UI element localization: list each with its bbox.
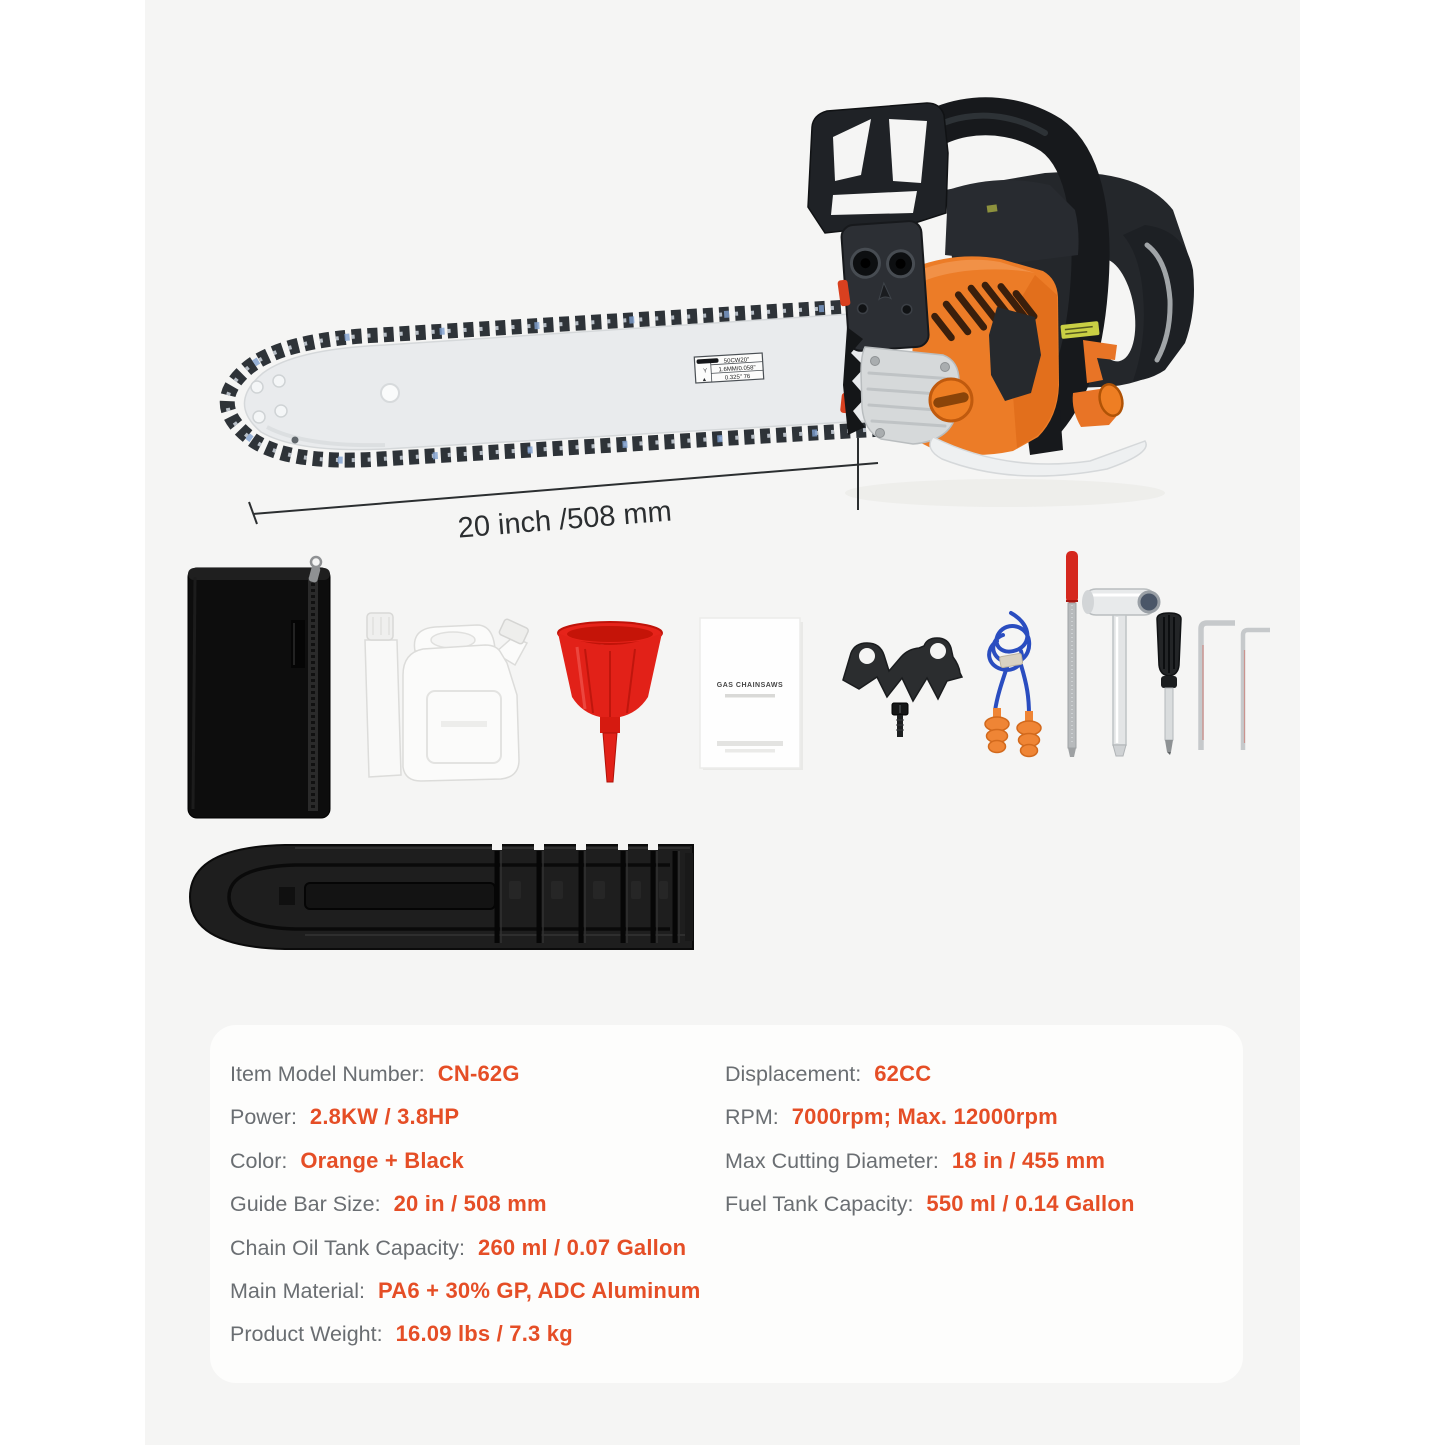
spec-value: 62CC <box>874 1061 932 1086</box>
ear-plugs <box>985 613 1041 757</box>
bar-plate-glyph: Y <box>702 368 708 375</box>
round-file <box>1066 551 1078 757</box>
spec-panel <box>210 1025 1243 1383</box>
spec-row <box>725 1061 1135 1104</box>
bar-plate-glyph: ▲ <box>701 376 708 384</box>
spec-label: RPM: <box>725 1105 779 1130</box>
top-cover-label <box>987 204 998 212</box>
front-guard-handle <box>808 103 948 233</box>
bar-plate-row: 1.6MM/0.058" <box>718 365 756 374</box>
spec-value: 7000rpm; Max. 12000rpm <box>791 1104 1058 1130</box>
spec-row <box>230 1278 700 1321</box>
manual-title: GAS CHAINSAWS <box>716 682 784 689</box>
spec-value: 550 ml / 0.14 Gallon <box>926 1191 1135 1217</box>
dimension-label: 20 inch /508 mm <box>456 495 673 545</box>
spec-label: Product Weight: <box>230 1322 383 1347</box>
spec-label: Chain Oil Tank Capacity: <box>230 1235 466 1260</box>
hex-key-small <box>1243 630 1270 750</box>
bar-oiler-hole <box>381 384 399 402</box>
spec-value: 16.09 lbs / 7.3 kg <box>395 1321 573 1347</box>
spec-value: Orange + Black <box>300 1147 464 1173</box>
bar-plate-row: 0.325" 76 <box>724 373 751 382</box>
bar-tip-rivet <box>273 375 285 387</box>
spec-row <box>230 1191 700 1234</box>
chainsaw-photo <box>145 55 1300 555</box>
hex-key-large <box>1201 623 1235 750</box>
spec-row <box>230 1321 700 1364</box>
spec-value: 18 in / 455 mm <box>951 1147 1106 1173</box>
spec-value: PA6 + 30% GP, ADC Aluminum <box>378 1277 701 1303</box>
side-panel <box>841 220 930 351</box>
spec-row <box>230 1148 700 1191</box>
cover-channel <box>305 883 495 909</box>
mounting-screw <box>892 703 908 737</box>
screwdriver <box>1157 613 1181 755</box>
spec-column-right <box>725 1061 1135 1235</box>
ear-plug-foam <box>985 708 1041 757</box>
spec-label: Displacement: <box>725 1062 862 1086</box>
spec-row <box>725 1191 1135 1234</box>
fuel-mixing-bottle <box>365 613 529 781</box>
user-manual <box>700 618 803 770</box>
spec-row <box>230 1235 700 1278</box>
guide-bar-cover <box>145 835 1300 975</box>
spec-label: Item Model Number: <box>230 1062 425 1086</box>
bumper-spike <box>843 638 962 701</box>
spec-label: Power: <box>230 1105 297 1130</box>
spec-label: Guide Bar Size: <box>230 1192 381 1217</box>
accessories-row <box>145 545 1300 835</box>
saw-shadow <box>845 479 1165 507</box>
spec-label: Fuel Tank Capacity: <box>725 1192 914 1217</box>
spec-value: CN-62G <box>437 1061 520 1086</box>
tool-pouch <box>188 557 330 818</box>
scrench-wrench <box>1082 589 1159 756</box>
dimension-annotation <box>249 438 878 545</box>
spec-value: 20 in / 508 mm <box>393 1191 547 1217</box>
spec-label: Color: <box>230 1148 288 1173</box>
funnel <box>558 622 662 782</box>
bar-spec-plate <box>694 353 763 384</box>
spout-cap <box>498 618 529 644</box>
powerhead <box>808 103 1194 476</box>
bar-tip-rivet <box>251 381 263 393</box>
spec-row <box>725 1148 1135 1191</box>
spec-value: 2.8KW / 3.8HP <box>309 1104 460 1130</box>
spec-column-left <box>230 1061 700 1365</box>
fuel-cap <box>930 379 972 421</box>
spec-row <box>230 1104 700 1147</box>
bar-tip-rivet <box>253 411 265 423</box>
bar-plate-row: 50CW20" <box>723 357 750 365</box>
socket-opening <box>1139 592 1159 612</box>
spec-row <box>725 1104 1135 1147</box>
bar-tip-dot <box>292 437 299 444</box>
spec-label: Max Cutting Diameter: <box>725 1148 939 1173</box>
spec-row <box>230 1061 700 1104</box>
spec-label: Main Material: <box>230 1278 366 1303</box>
bar-tip-rivet <box>275 405 287 417</box>
spec-value: 260 ml / 0.07 Gallon <box>478 1234 687 1260</box>
